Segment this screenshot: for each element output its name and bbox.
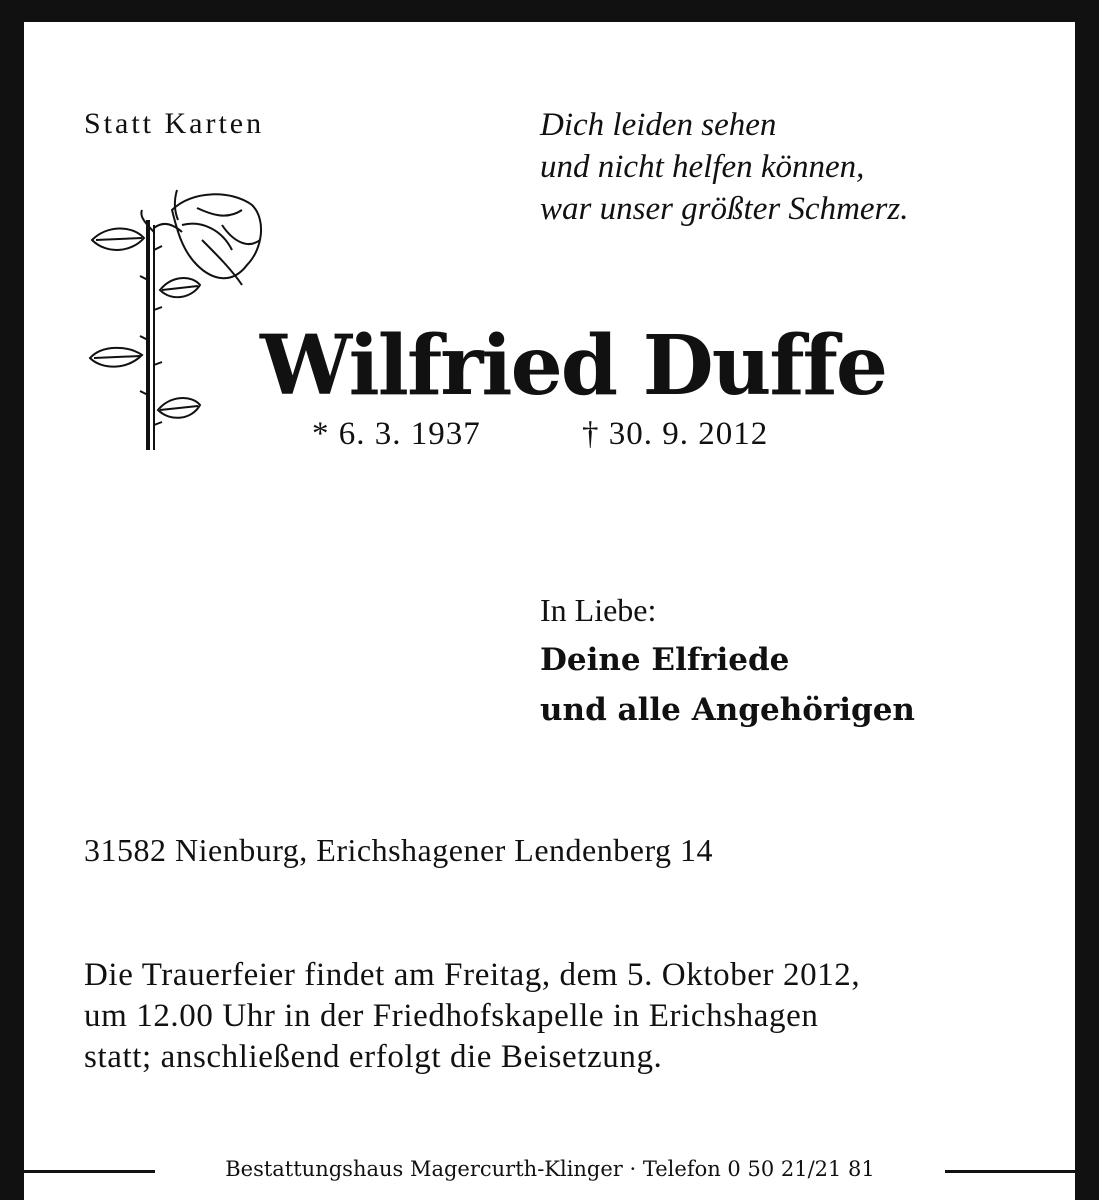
mourners-block: [540, 585, 915, 735]
statt-karten: Statt Karten: [84, 107, 265, 140]
birth-date: * 6. 3. 1937: [312, 416, 481, 452]
address: 31582 Nienburg, Erichshagener Lendenberg 14: [84, 832, 714, 868]
verse-line: Dich leiden sehen: [540, 107, 777, 143]
funeral-home-footer: Bestattungshaus Magercurth-Klinger · Telefon 0 50 21/21 81: [155, 1152, 945, 1186]
death-date: † 30. 9. 2012: [582, 416, 769, 452]
verse-line: und nicht helfen können,: [540, 149, 865, 185]
service-line: Die Trauerfeier findet am Freitag, dem 5. Oktober 2012,: [84, 957, 861, 993]
mourner-name: Deine Elfriede: [540, 642, 790, 678]
deceased-name: Wilfried Duffe: [260, 318, 887, 414]
mourner-relatives: und alle Angehörigen: [540, 692, 915, 728]
service-info: [84, 955, 860, 1078]
service-line: statt; anschließend erfolgt die Beisetzung.: [84, 1039, 663, 1075]
mourners-intro: In Liebe:: [540, 592, 657, 628]
rose-icon: [82, 180, 272, 460]
service-line: um 12.00 Uhr in der Friedhofskapelle in Erichshagen: [84, 998, 819, 1034]
verse: [540, 104, 909, 230]
verse-line: war unser größter Schmerz.: [540, 191, 909, 227]
